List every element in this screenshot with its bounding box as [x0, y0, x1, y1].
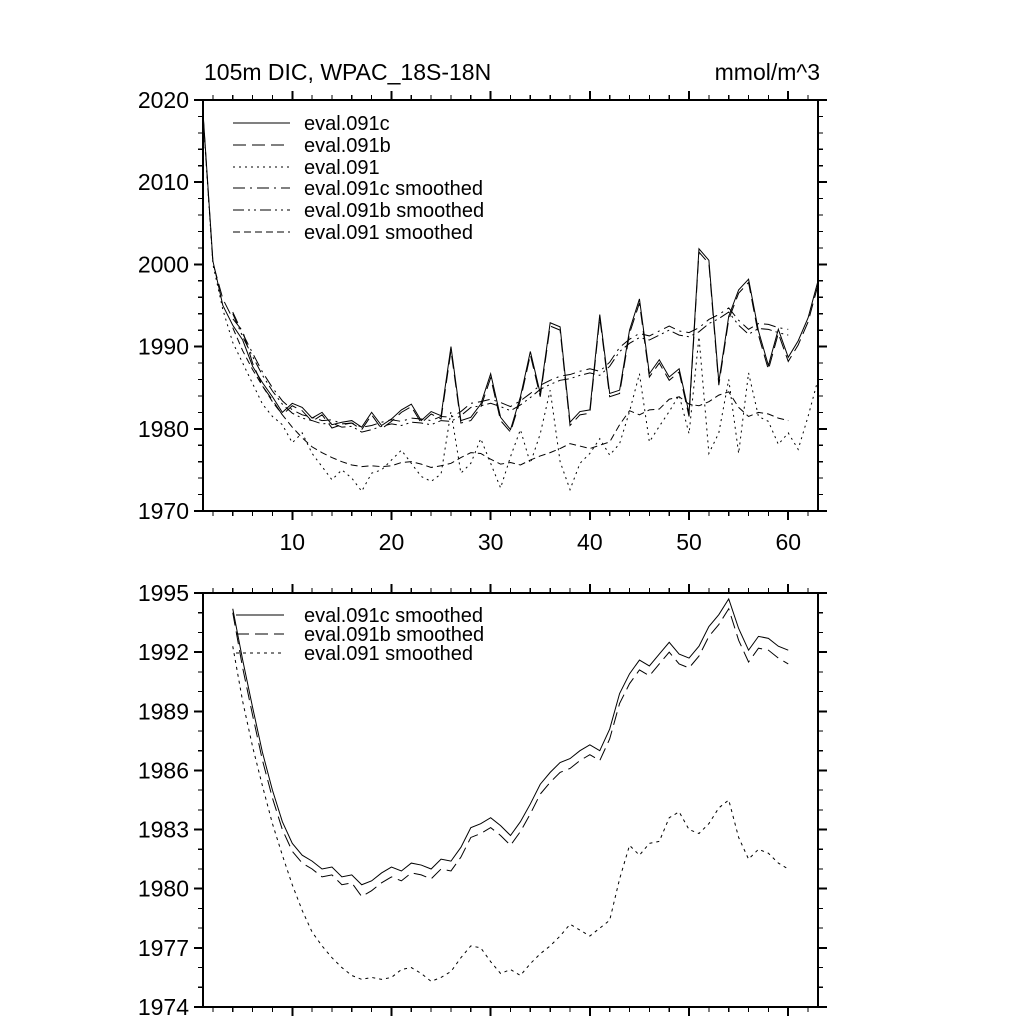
- plot-frame: [203, 100, 818, 511]
- legend-label: eval.091c smoothed: [304, 178, 484, 200]
- legend-label: eval.091: [304, 157, 380, 179]
- bottom-chart: [138, 580, 827, 1020]
- y-tick-label: 2010: [137, 169, 189, 196]
- y-tick-label: 1992: [137, 639, 189, 666]
- x-tick-label: 20: [378, 529, 405, 555]
- legend-label: eval.091 smoothed: [304, 222, 474, 244]
- legend-label: eval.091b smoothed: [304, 200, 485, 222]
- y-tick-label: 1986: [137, 757, 189, 784]
- x-tick-label: 40: [577, 529, 603, 555]
- y-tick-label: 1995: [137, 580, 189, 606]
- chart-title: 105m DIC, WPAC_18S-18N: [204, 59, 492, 85]
- y-tick-label: 1977: [137, 934, 189, 961]
- series-line-eval.091-smoothed: [233, 646, 788, 981]
- y-tick-label: 1974: [137, 994, 189, 1020]
- y-tick-label: 1980: [137, 415, 189, 442]
- top-chart: [138, 59, 827, 555]
- series-line-eval.091: [203, 116, 818, 491]
- plot-frame: [203, 593, 818, 1007]
- legend-label: eval.091b smoothed: [304, 624, 485, 646]
- y-tick-label: 1989: [137, 698, 189, 725]
- y-tick-label: 2000: [137, 251, 189, 278]
- series-line-eval.091c: [203, 112, 818, 429]
- x-tick-label: 30: [477, 529, 504, 555]
- y-tick-label: 2020: [137, 87, 189, 113]
- legend-label: eval.091 smoothed: [304, 643, 474, 665]
- legend-label: eval.091c: [304, 113, 390, 135]
- y-tick-label: 1980: [137, 875, 189, 902]
- unit-label: mmol/m^3: [714, 59, 820, 85]
- legend-label: eval.091c smoothed: [304, 605, 484, 627]
- y-tick-label: 1983: [137, 816, 189, 843]
- x-tick-label: 10: [279, 529, 306, 555]
- series-line-eval.091c-smoothed: [233, 308, 788, 427]
- legend-label: eval.091b: [304, 135, 391, 157]
- series-line-eval.091b-smoothed: [233, 312, 788, 432]
- series-line-eval.091b: [203, 114, 818, 432]
- series-line-eval.091-smoothed: [233, 328, 788, 468]
- x-tick-label: 50: [676, 529, 702, 555]
- y-tick-label: 1990: [137, 333, 189, 360]
- x-tick-label: 60: [775, 529, 802, 555]
- y-tick-label: 1970: [137, 498, 189, 524]
